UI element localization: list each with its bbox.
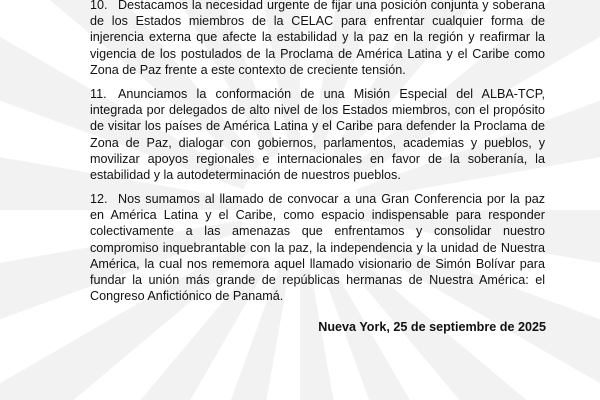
item-text: Anunciamos la conformación de una Misión Especial del ALBA-TCP, integrada por delegados de alto nivel de los Estados miembros, con el propósito de visitar los países de América Latina y el Caribe para defender la Proclama de Zona de Paz, dialogar con gobiernos, parlamentos, academias y pueblos, y movilizar apoyos regionales e internacionales en favor de la soberanía, la estabilidad y la autodeterminación de nuestros pueblos. xyxy=(90,87,545,183)
item-text: Nos sumamos al llamado de convocar a una Gran Conferencia por la paz en América Latina y el Caribe, como espacio indispensable para responder colectivamente a las amenazas que enfrentamos y consolidar nuestro compromiso inquebrantable con la paz, la independencia y la unidad de Nuestra América, la cual nos rememora aquel llamado visionario de Simón Bolívar para fundar la unión más grande de repúblicas hermanas de Nuestra América: el Congreso Anfictiónico de Panamá. xyxy=(90,192,545,304)
item-number: 11. xyxy=(90,87,107,101)
signature-date: Nueva York, 25 de septiembre de 2025 xyxy=(318,320,546,334)
list-item xyxy=(90,0,545,78)
list-item xyxy=(90,191,545,304)
item-number: 12. xyxy=(90,192,108,206)
list-item xyxy=(90,86,545,183)
item-number: 10. xyxy=(90,0,108,12)
item-text: Destacamos la necesidad urgente de fijar una posición conjunta y soberana de los Estados miembros de la CELAC para enfrentar cualquier forma de injerencia externa que afecte la estabilidad y la paz en la región y reafirmar la vigencia de los postulados de la Proclama de América Latina y el Caribe como Zona de Paz frente a este contexto de creciente tensión. xyxy=(90,0,545,77)
